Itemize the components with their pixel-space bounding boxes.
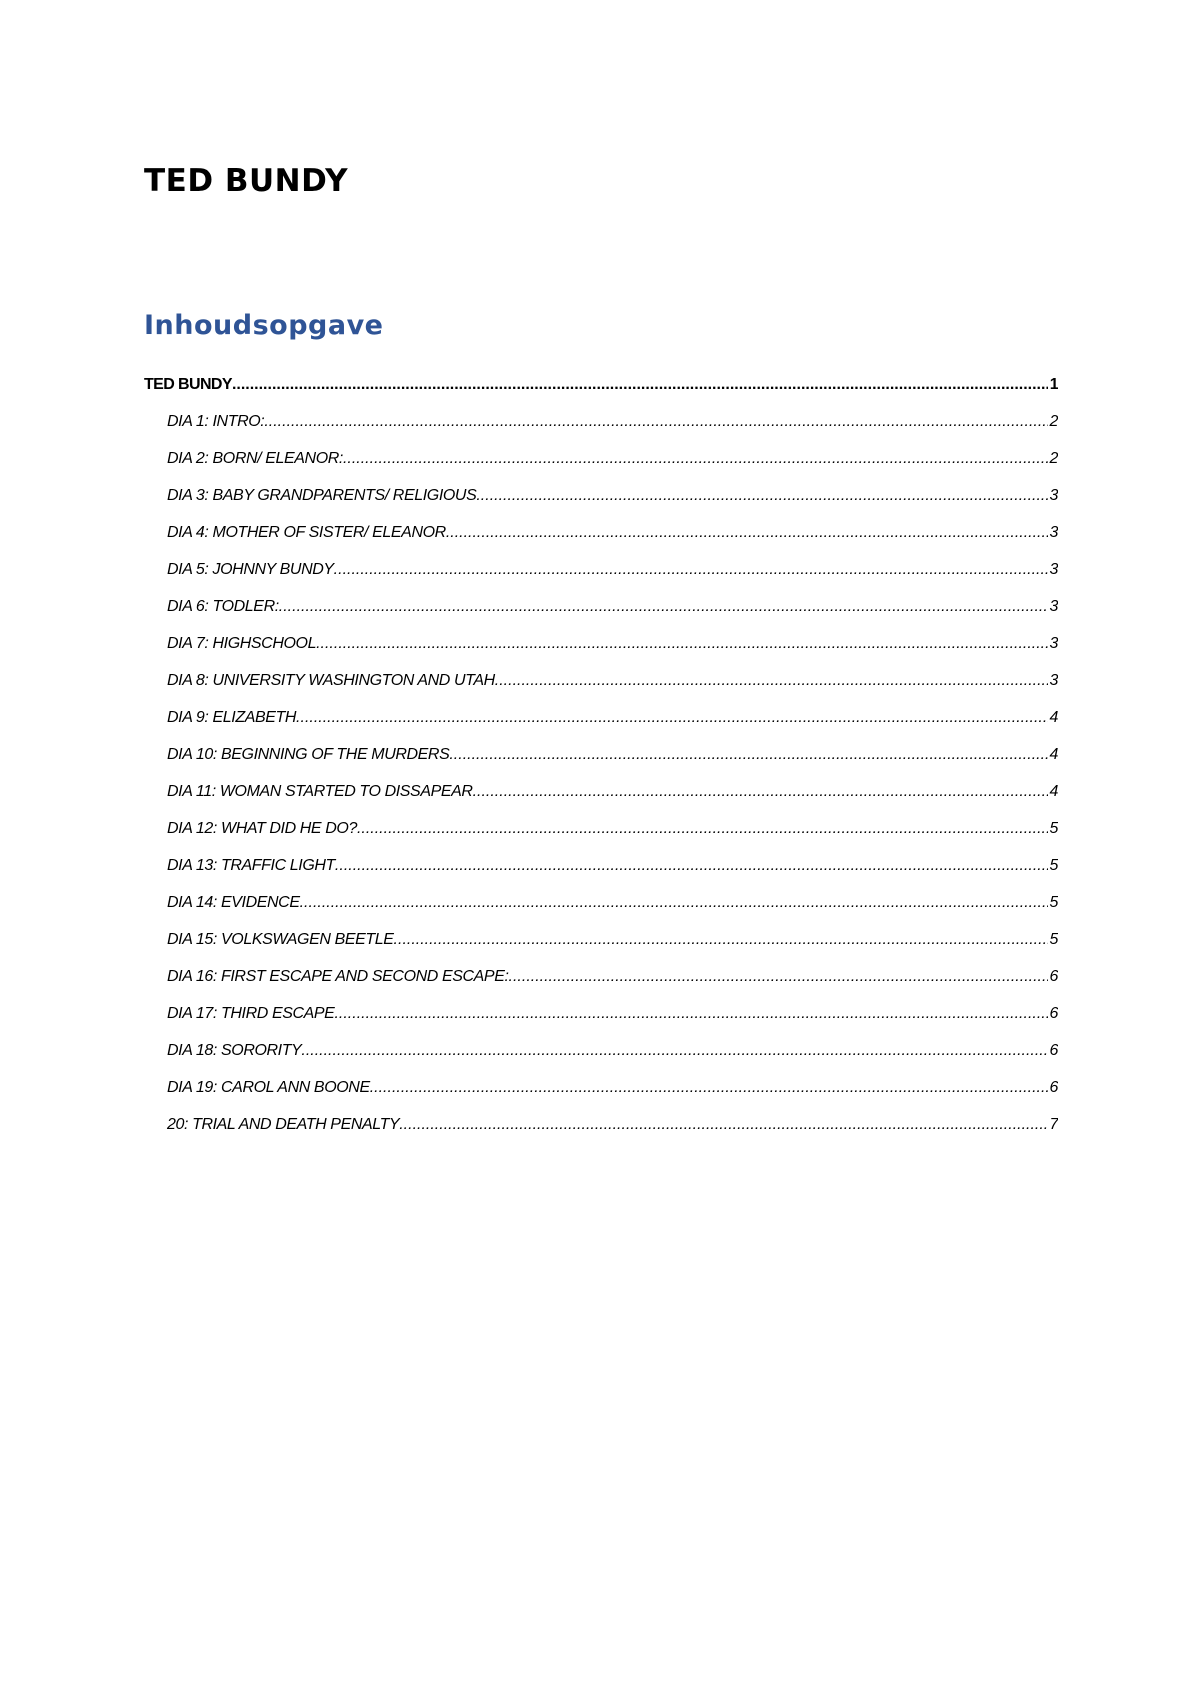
- toc-dot-leader: [300, 894, 1048, 912]
- toc-entry[interactable]: [144, 1116, 1058, 1153]
- toc-dot-leader: [370, 1079, 1048, 1097]
- toc-entry[interactable]: [144, 672, 1058, 709]
- toc-entry-label: DIA 8: UNIVERSITY WASHINGTON AND UTAH: [167, 672, 495, 689]
- toc-entry-label: DIA 17: THIRD ESCAPE: [167, 1005, 335, 1022]
- toc-entry-page-number: 5: [1049, 894, 1058, 911]
- toc-entry[interactable]: [144, 857, 1058, 894]
- toc-dot-leader: [399, 1116, 1047, 1134]
- toc-dot-leader: [446, 524, 1048, 542]
- toc-entry-label: DIA 6: TODLER:: [167, 598, 279, 615]
- toc-entry-label: DIA 3: BABY GRANDPARENTS/ RELIGIOUS: [167, 487, 477, 504]
- toc-entry[interactable]: [144, 524, 1058, 561]
- toc-dot-leader: [357, 820, 1048, 838]
- toc-entry-label: DIA 7: HIGHSCHOOL: [167, 635, 317, 652]
- toc-entry-label: DIA 12: WHAT DID HE DO?: [167, 820, 357, 837]
- toc-entry[interactable]: [144, 746, 1058, 783]
- toc-entry[interactable]: [144, 376, 1058, 413]
- toc-entry-page-number: 2: [1049, 413, 1058, 430]
- toc-dot-leader: [296, 709, 1047, 727]
- toc-entry-label: DIA 9: ELIZABETH: [167, 709, 297, 726]
- toc-entry[interactable]: [144, 487, 1058, 524]
- toc-entry-page-number: 5: [1049, 857, 1058, 874]
- toc-entry-page-number: 7: [1049, 1116, 1058, 1133]
- toc-entry-label: DIA 14: EVIDENCE: [167, 894, 300, 911]
- toc-entry-label: DIA 10: BEGINNING OF THE MURDERS: [167, 746, 450, 763]
- toc-entry-page-number: 3: [1049, 635, 1058, 652]
- toc-entry[interactable]: [144, 1079, 1058, 1116]
- toc-entry[interactable]: [144, 820, 1058, 857]
- toc-dot-leader: [343, 450, 1048, 468]
- toc-entry-label: DIA 1: INTRO:: [167, 413, 265, 430]
- toc-entry[interactable]: [144, 598, 1058, 635]
- toc-heading: Inhoudsopgave: [144, 310, 384, 341]
- toc-entry-page-number: 5: [1049, 931, 1058, 948]
- toc-entry-page-number: 3: [1049, 487, 1058, 504]
- toc-dot-leader: [301, 1042, 1047, 1060]
- toc-entry[interactable]: [144, 561, 1058, 598]
- toc-dot-leader: [509, 968, 1048, 986]
- toc-entry-page-number: 4: [1049, 746, 1058, 763]
- toc-entry-page-number: 6: [1049, 1079, 1058, 1096]
- toc-entry-label: DIA 18: SORORITY: [167, 1042, 302, 1059]
- toc-entry[interactable]: [144, 931, 1058, 968]
- toc-entry-page-number: 3: [1049, 524, 1058, 541]
- table-of-contents: [144, 376, 1058, 1153]
- toc-dot-leader: [449, 746, 1047, 764]
- toc-entry[interactable]: [144, 783, 1058, 820]
- toc-entry-label: DIA 2: BORN/ ELEANOR:: [167, 450, 343, 467]
- toc-entry[interactable]: [144, 968, 1058, 1005]
- toc-entry-label: DIA 16: FIRST ESCAPE AND SECOND ESCAPE:: [167, 968, 509, 985]
- toc-dot-leader: [495, 672, 1048, 690]
- toc-dot-leader: [316, 635, 1047, 653]
- toc-dot-leader: [232, 376, 1048, 394]
- toc-entry-label: DIA 13: TRAFFIC LIGHT: [167, 857, 335, 874]
- toc-dot-leader: [279, 598, 1048, 616]
- toc-entry-label: DIA 4: MOTHER OF SISTER/ ELEANOR: [167, 524, 446, 541]
- toc-entry[interactable]: [144, 635, 1058, 672]
- toc-entry-label: TED BUNDY: [144, 376, 232, 393]
- toc-dot-leader: [394, 931, 1048, 949]
- toc-entry-label: DIA 11: WOMAN STARTED TO DISSAPEAR: [167, 783, 473, 800]
- toc-dot-leader: [335, 857, 1048, 875]
- toc-entry[interactable]: [144, 450, 1058, 487]
- toc-entry-page-number: 4: [1049, 709, 1058, 726]
- toc-entry-page-number: 1: [1049, 376, 1058, 393]
- toc-entry[interactable]: [144, 1005, 1058, 1042]
- toc-entry-page-number: 3: [1049, 672, 1058, 689]
- toc-entry-page-number: 6: [1049, 1042, 1058, 1059]
- toc-entry-page-number: 3: [1049, 561, 1058, 578]
- toc-entry-page-number: 3: [1049, 598, 1058, 615]
- toc-entry-page-number: 4: [1049, 783, 1058, 800]
- toc-entry[interactable]: [144, 894, 1058, 931]
- toc-entry-label: 20: TRIAL AND DEATH PENALTY: [167, 1116, 400, 1133]
- toc-entry[interactable]: [144, 709, 1058, 746]
- toc-dot-leader: [473, 783, 1048, 801]
- toc-dot-leader: [264, 413, 1047, 431]
- toc-dot-leader: [334, 1005, 1047, 1023]
- toc-entry-label: DIA 19: CAROL ANN BOONE: [167, 1079, 370, 1096]
- toc-entry-label: DIA 15: VOLKSWAGEN BEETLE: [167, 931, 394, 948]
- toc-entry-label: DIA 5: JOHNNY BUNDY: [167, 561, 334, 578]
- toc-dot-leader: [334, 561, 1048, 579]
- toc-entry[interactable]: [144, 413, 1058, 450]
- toc-dot-leader: [476, 487, 1047, 505]
- toc-entry-page-number: 6: [1049, 1005, 1058, 1022]
- toc-entry[interactable]: [144, 1042, 1058, 1079]
- document-title: TED BUNDY: [144, 163, 349, 199]
- toc-entry-page-number: 2: [1049, 450, 1058, 467]
- toc-entry-page-number: 6: [1049, 968, 1058, 985]
- toc-entry-page-number: 5: [1049, 820, 1058, 837]
